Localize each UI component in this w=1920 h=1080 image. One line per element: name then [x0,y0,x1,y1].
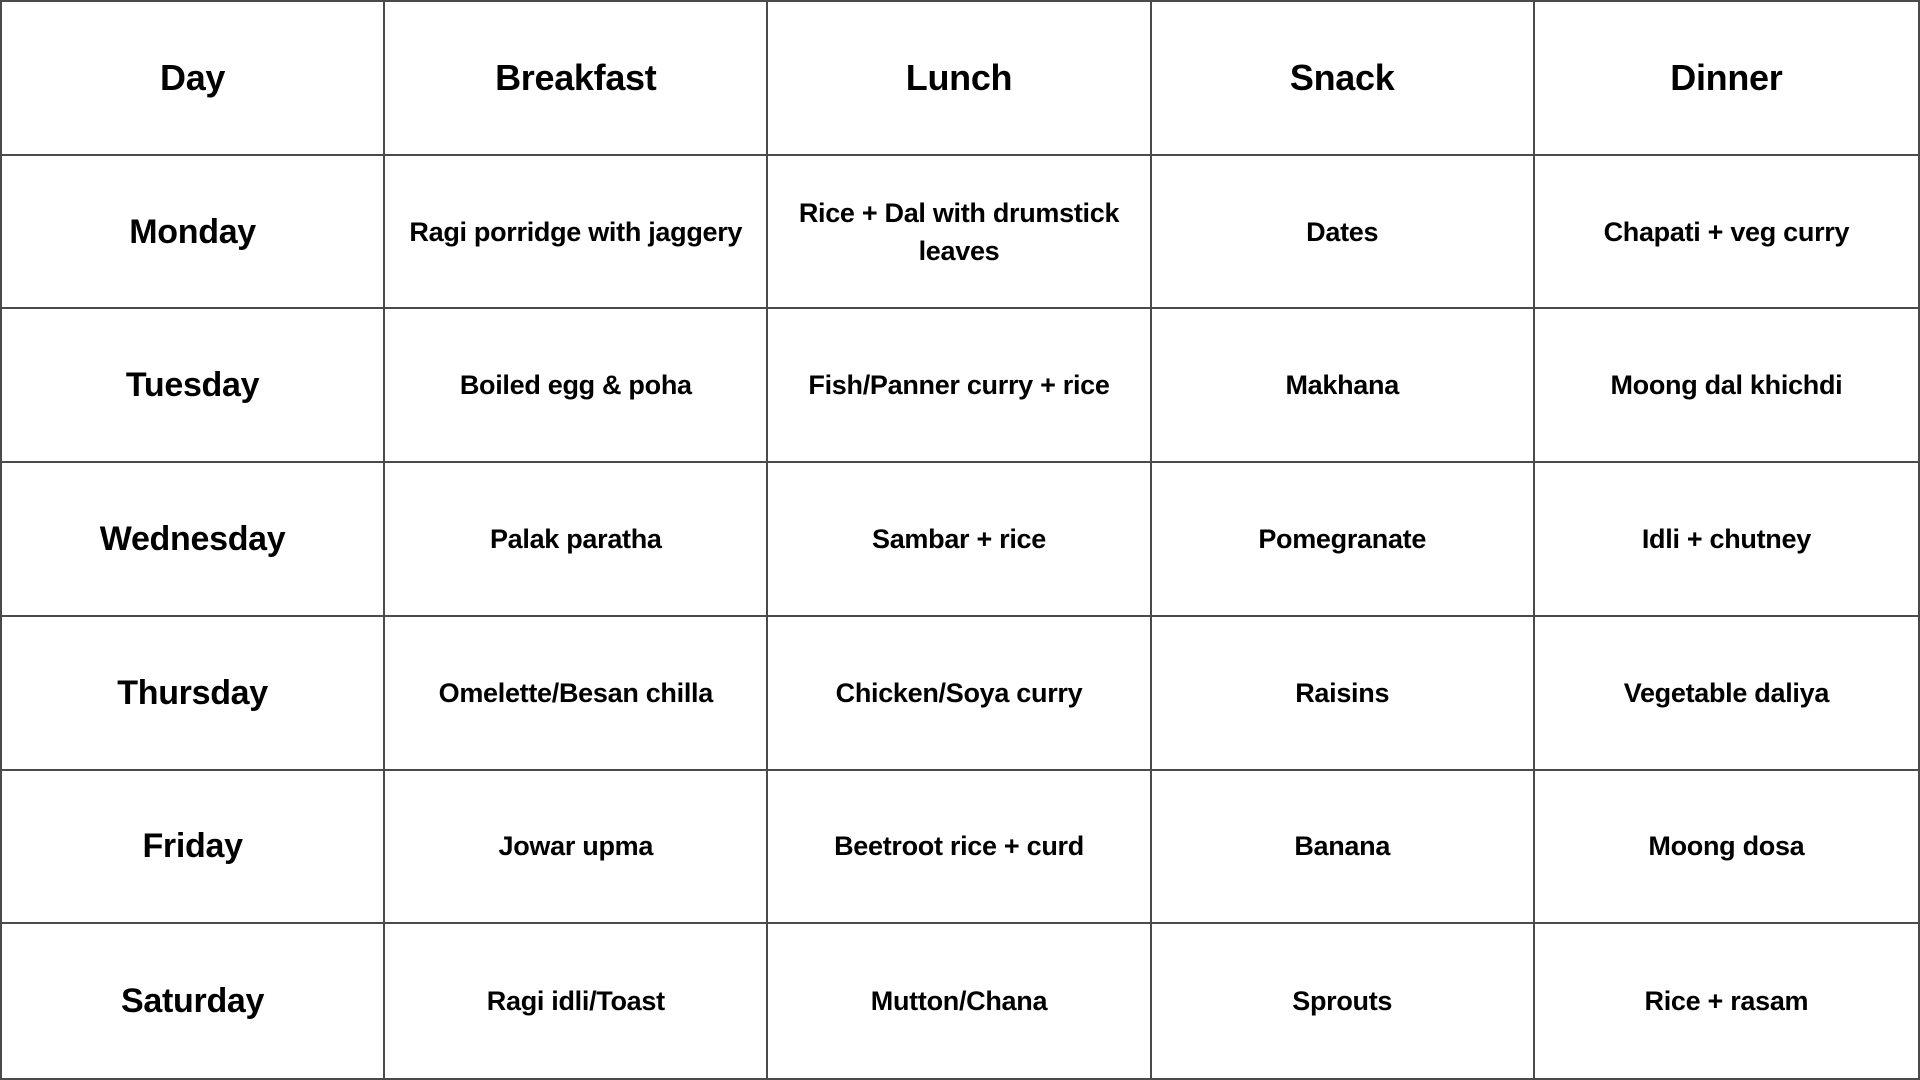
breakfast-cell: Boiled egg & poha [385,309,768,463]
dinner-cell: Idli + chutney [1535,463,1918,617]
header-snack: Snack [1152,2,1535,156]
dinner-cell: Chapati + veg curry [1535,156,1918,310]
day-cell-monday: Monday [2,156,385,310]
dinner-cell: Rice + rasam [1644,986,1809,1017]
header-dinner: Dinner [1535,2,1918,156]
snack-cell: Makhana [1152,309,1535,463]
day-cell-thursday: Thursday [2,617,385,771]
breakfast-cell: Jowar upma [385,771,768,925]
snack-cell: Sprouts [1152,924,1535,1078]
day-cell-saturday: Saturday [2,924,385,1078]
snack-cell: Raisins [1152,617,1535,771]
day-cell-wednesday: Wednesday [2,463,385,617]
snack-cell: Banana [1152,771,1535,925]
header-lunch: Lunch [768,2,1151,156]
lunch-cell: Chicken/Soya curry [768,617,1151,771]
day-cell-friday: Friday [2,771,385,925]
lunch-cell: Beetroot rice + curd [768,771,1151,925]
breakfast-cell: Omelette/Besan chilla [385,617,768,771]
lunch-cell: Mutton/Chana [768,924,1151,1078]
lunch-cell: Rice + Dal with drumstick leaves [768,156,1151,310]
dinner-cell: Moong dosa [1535,771,1918,925]
snack-cell: Pomegranate [1152,463,1535,617]
header-breakfast: Breakfast [385,2,768,156]
breakfast-cell: Ragi idli/Toast [385,924,768,1078]
breakfast-cell: Ragi porridge with jaggery [385,156,768,310]
dinner-cell: Vegetable daliya [1535,617,1918,771]
snack-cell: Dates [1152,156,1535,310]
breakfast-cell: Palak paratha [385,463,768,617]
lunch-cell: Sambar + rice [768,463,1151,617]
day-cell-tuesday: Tuesday [2,309,385,463]
lunch-cell: Fish/Panner curry + rice [768,309,1151,463]
dinner-cell: Moong dal khichdi [1535,309,1918,463]
header-day: Day [2,2,385,156]
